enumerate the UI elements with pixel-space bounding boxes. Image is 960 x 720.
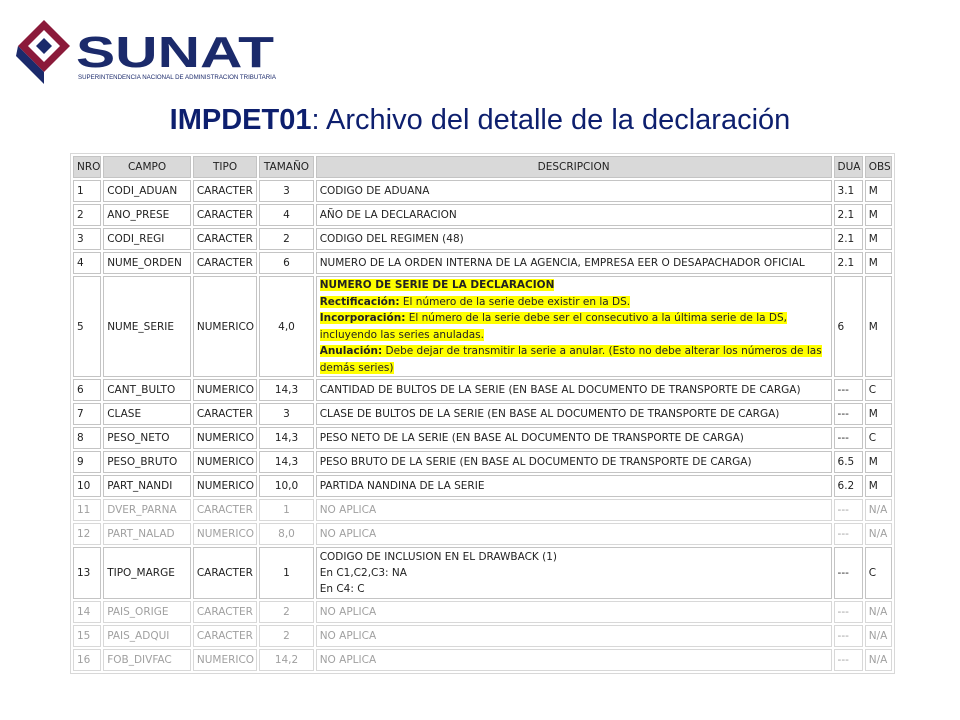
table-row <box>73 649 892 671</box>
cell-tipo: CARACTER <box>193 499 257 521</box>
cell-descripcion: CANTIDAD DE BULTOS DE LA SERIE (EN BASE AL DOCUMENTO DE TRANSPORTE DE CARGA) <box>316 379 832 401</box>
cell-tamano: 3 <box>259 180 313 202</box>
cell-tamano: 2 <box>259 625 313 647</box>
cell-obs: M <box>865 252 892 274</box>
desc-line: En C4: C <box>319 583 365 595</box>
cell-obs: N/A <box>865 601 892 623</box>
table-row <box>73 523 892 545</box>
cell-tipo: CARACTER <box>193 601 257 623</box>
cell-tamano: 1 <box>259 547 313 599</box>
field-table <box>71 154 894 673</box>
cell-descripcion: PESO NETO DE LA SERIE (EN BASE AL DOCUMENTO DE TRANSPORTE DE CARGA) <box>316 427 832 449</box>
header-campo: CAMPO <box>103 156 191 178</box>
cell-campo: PESO_BRUTO <box>103 451 191 473</box>
cell-tamano: 14,3 <box>259 451 313 473</box>
cell-nro: 11 <box>73 499 101 521</box>
cell-dua: --- <box>834 499 863 521</box>
cell-nro: 16 <box>73 649 101 671</box>
cell-obs: N/A <box>865 499 892 521</box>
cell-descripcion: CODIGO DEL REGIMEN (48) <box>316 228 832 250</box>
page-title <box>0 104 960 137</box>
cell-descripcion: NO APLICA <box>316 601 832 623</box>
cell-obs: C <box>865 427 892 449</box>
cell-obs: M <box>865 475 892 497</box>
cell-campo: PART_NALAD <box>103 523 191 545</box>
cell-descripcion: NUMERO DE LA ORDEN INTERNA DE LA AGENCIA, EMPRESA EER O DESAPACHADOR OFICIAL <box>316 252 832 274</box>
table-row <box>73 451 892 473</box>
desc-rect-label: Rectificación: <box>319 295 400 308</box>
cell-campo: CODI_ADUAN <box>103 180 191 202</box>
cell-campo: PART_NANDI <box>103 475 191 497</box>
cell-tamano: 3 <box>259 403 313 425</box>
table-row <box>73 180 892 202</box>
cell-dua: 6 <box>834 276 863 377</box>
cell-dua: --- <box>834 547 863 599</box>
cell-nro: 8 <box>73 427 101 449</box>
cell-dua: --- <box>834 649 863 671</box>
cell-nro: 14 <box>73 601 101 623</box>
cell-obs: M <box>865 180 892 202</box>
table-row <box>73 475 892 497</box>
table-header-row <box>73 156 892 178</box>
desc-rect-text: El número de la serie debe existir en la DS. <box>399 295 631 308</box>
cell-descripcion: NO APLICA <box>316 625 832 647</box>
cell-campo: CANT_BULTO <box>103 379 191 401</box>
desc-inc-label: Incorporación: <box>319 312 406 324</box>
cell-tamano: 14,2 <box>259 649 313 671</box>
table-row <box>73 625 892 647</box>
cell-nro: 1 <box>73 180 101 202</box>
cell-dua: 2.1 <box>834 252 863 274</box>
cell-tamano: 1 <box>259 499 313 521</box>
cell-campo: FOB_DIVFAC <box>103 649 191 671</box>
cell-tamano: 14,3 <box>259 379 313 401</box>
cell-dua: --- <box>834 601 863 623</box>
cell-descripcion: AÑO DE LA DECLARACION <box>316 204 832 226</box>
cell-nro: 12 <box>73 523 101 545</box>
sunat-logo <box>16 18 286 88</box>
cell-tipo: CARACTER <box>193 204 257 226</box>
cell-tipo: CARACTER <box>193 403 257 425</box>
cell-tipo: NUMERICO <box>193 649 257 671</box>
header-tamano: TAMAÑO <box>259 156 313 178</box>
cell-tipo: CARACTER <box>193 252 257 274</box>
title-rest: : Archivo del detalle de la declaración <box>311 104 791 136</box>
table-row <box>73 427 892 449</box>
cell-obs: M <box>865 228 892 250</box>
cell-descripcion: PARTIDA NANDINA DE LA SERIE <box>316 475 832 497</box>
cell-obs: M <box>865 204 892 226</box>
cell-nro: 13 <box>73 547 101 599</box>
table-row <box>73 204 892 226</box>
desc-inc-text: El número de la serie debe ser el consecutivo a la última serie de la DS, incluyendo las series anuladas. <box>319 312 787 341</box>
table-row <box>73 403 892 425</box>
cell-dua: 6.5 <box>834 451 863 473</box>
table-row <box>73 601 892 623</box>
cell-nro: 9 <box>73 451 101 473</box>
cell-tamano: 2 <box>259 601 313 623</box>
cell-descripcion: NO APLICA <box>316 649 832 671</box>
cell-tamano: 8,0 <box>259 523 313 545</box>
cell-tamano: 4,0 <box>259 276 313 377</box>
cell-tipo: CARACTER <box>193 228 257 250</box>
cell-campo: PAIS_ADQUI <box>103 625 191 647</box>
cell-tipo: CARACTER <box>193 180 257 202</box>
cell-tamano: 4 <box>259 204 313 226</box>
cell-dua: --- <box>834 403 863 425</box>
table-row <box>73 252 892 274</box>
cell-obs: C <box>865 379 892 401</box>
cell-dua: 2.1 <box>834 204 863 226</box>
cell-nro: 10 <box>73 475 101 497</box>
cell-dua: --- <box>834 379 863 401</box>
cell-campo: DVER_PARNA <box>103 499 191 521</box>
cell-dua: --- <box>834 523 863 545</box>
cell-tamano: 14,3 <box>259 427 313 449</box>
cell-tipo: NUMERICO <box>193 427 257 449</box>
cell-nro: 4 <box>73 252 101 274</box>
cell-nro: 5 <box>73 276 101 377</box>
cell-campo: TIPO_MARGE <box>103 547 191 599</box>
logo-text: SUNAT <box>76 28 275 77</box>
desc-line: En C1,C2,C3: NA <box>319 567 407 579</box>
cell-tipo: NUMERICO <box>193 523 257 545</box>
cell-tipo: NUMERICO <box>193 451 257 473</box>
cell-tamano: 6 <box>259 252 313 274</box>
cell-dua: --- <box>834 625 863 647</box>
cell-dua: 6.2 <box>834 475 863 497</box>
cell-obs: N/A <box>865 625 892 647</box>
header-tipo: TIPO <box>193 156 257 178</box>
table-row <box>73 276 892 377</box>
cell-campo: NUME_ORDEN <box>103 252 191 274</box>
cell-dua: 3.1 <box>834 180 863 202</box>
cell-obs: N/A <box>865 523 892 545</box>
cell-campo: PAIS_ORIGE <box>103 601 191 623</box>
cell-campo: NUME_SERIE <box>103 276 191 377</box>
cell-obs: N/A <box>865 649 892 671</box>
desc-title: NUMERO DE SERIE DE LA DECLARACION <box>319 279 555 291</box>
header-nro: NRO <box>73 156 101 178</box>
cell-obs: M <box>865 451 892 473</box>
desc-line: CODIGO DE INCLUSION EN EL DRAWBACK (1) <box>319 551 558 563</box>
cell-dua: 2.1 <box>834 228 863 250</box>
cell-descripcion: PESO BRUTO DE LA SERIE (EN BASE AL DOCUMENTO DE TRANSPORTE DE CARGA) <box>316 451 832 473</box>
cell-campo: PESO_NETO <box>103 427 191 449</box>
cell-tamano: 10,0 <box>259 475 313 497</box>
cell-nro: 7 <box>73 403 101 425</box>
header-dua: DUA <box>834 156 863 178</box>
cell-obs: M <box>865 403 892 425</box>
header-obs: OBS <box>865 156 892 178</box>
cell-tipo: CARACTER <box>193 547 257 599</box>
cell-tamano: 2 <box>259 228 313 250</box>
cell-tipo: NUMERICO <box>193 379 257 401</box>
table-row <box>73 499 892 521</box>
cell-obs: M <box>865 276 892 377</box>
cell-descripcion <box>316 547 832 599</box>
desc-anul-label: Anulación: <box>319 345 383 357</box>
cell-nro: 3 <box>73 228 101 250</box>
cell-tipo: CARACTER <box>193 625 257 647</box>
cell-campo: CODI_REGI <box>103 228 191 250</box>
cell-descripcion <box>316 276 832 377</box>
title-code: IMPDET01 <box>169 104 312 136</box>
cell-descripcion: NO APLICA <box>316 523 832 545</box>
cell-campo: ANO_PRESE <box>103 204 191 226</box>
cell-descripcion: CODIGO DE ADUANA <box>316 180 832 202</box>
cell-nro: 6 <box>73 379 101 401</box>
cell-tipo: NUMERICO <box>193 276 257 377</box>
cell-descripcion: NO APLICA <box>316 499 832 521</box>
cell-nro: 15 <box>73 625 101 647</box>
cell-campo: CLASE <box>103 403 191 425</box>
cell-nro: 2 <box>73 204 101 226</box>
desc-anul-text: Debe dejar de transmitir la serie a anular. (Esto no debe alterar los números de las demás series) <box>319 345 822 374</box>
cell-tipo: NUMERICO <box>193 475 257 497</box>
table-row <box>73 379 892 401</box>
header-descripcion: DESCRIPCION <box>316 156 832 178</box>
table-row <box>73 228 892 250</box>
cell-obs: C <box>865 547 892 599</box>
cell-dua: --- <box>834 427 863 449</box>
table-row <box>73 547 892 599</box>
logo-subtitle: SUPERINTENDENCIA NACIONAL DE ADMINISTRACION TRIBUTARIA <box>78 75 276 81</box>
cell-descripcion: CLASE DE BULTOS DE LA SERIE (EN BASE AL DOCUMENTO DE TRANSPORTE DE CARGA) <box>316 403 832 425</box>
